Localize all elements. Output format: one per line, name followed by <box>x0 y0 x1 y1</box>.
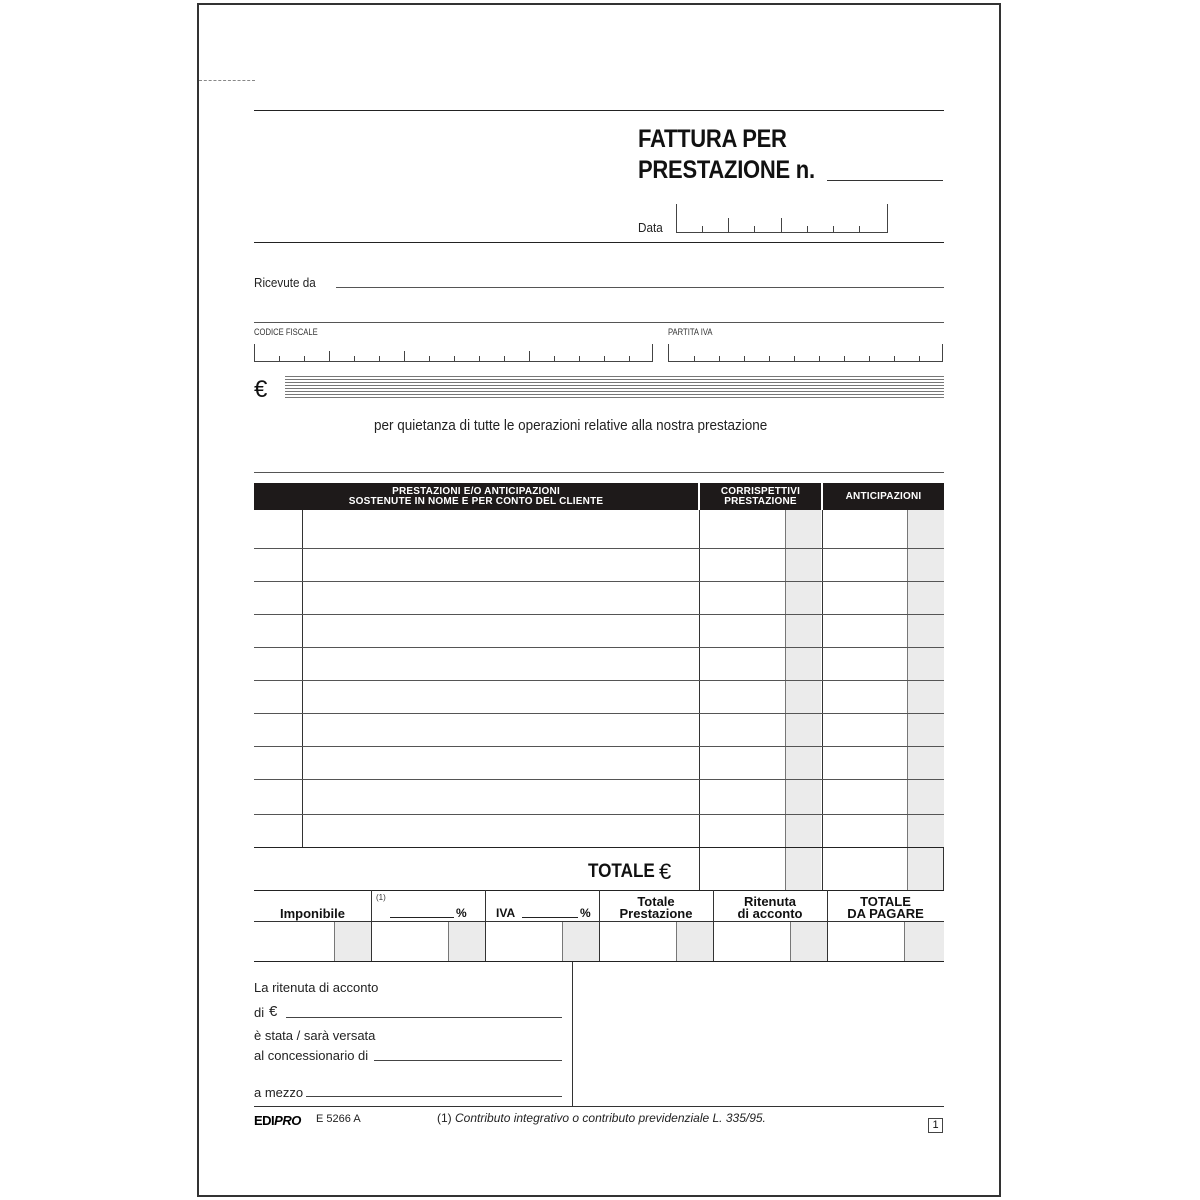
table-row[interactable] <box>254 746 944 747</box>
header-text: Imponibile <box>280 906 345 921</box>
total-label: TOTALE <box>588 861 655 882</box>
tick <box>769 356 770 361</box>
taxable-cents-cell[interactable] <box>335 922 371 961</box>
table-row[interactable] <box>254 581 944 582</box>
page-title <box>638 124 815 186</box>
footnote-marker: (1) <box>437 1111 452 1125</box>
tick <box>304 356 305 361</box>
header-text: di acconto <box>737 906 803 921</box>
tick <box>833 226 834 232</box>
column-divider <box>699 510 700 890</box>
tick <box>429 356 430 361</box>
header-text: Prestazione <box>619 906 693 921</box>
column-divider <box>790 922 791 961</box>
contribution-percent-field[interactable] <box>390 917 454 918</box>
tick <box>728 218 729 232</box>
table-row[interactable] <box>254 614 944 615</box>
header-text: PRESTAZIONI E/O ANTICIPAZIONI <box>392 485 560 497</box>
withholding-note-line5: a mezzo <box>254 1085 304 1100</box>
title-line-1: FATTURA PER <box>638 125 787 153</box>
percent-symbol: % <box>456 906 467 920</box>
contribution-cents-cell[interactable] <box>449 922 485 961</box>
amount-in-words-field[interactable] <box>285 376 944 400</box>
column-divider <box>562 922 563 961</box>
tick <box>744 356 745 361</box>
date-field[interactable] <box>676 204 888 233</box>
tick <box>807 226 808 232</box>
date-label: Data <box>638 220 663 235</box>
payment-method-field[interactable] <box>306 1096 562 1097</box>
header-text: DA PAGARE <box>847 906 924 921</box>
total-due-header <box>827 893 944 922</box>
total-due-cents-cell[interactable] <box>905 922 944 961</box>
percent-symbol: % <box>580 906 591 920</box>
column-divider <box>907 510 908 890</box>
section-rule <box>254 472 944 473</box>
tick <box>919 356 920 361</box>
table-row[interactable] <box>254 814 944 815</box>
column-divider <box>904 922 905 961</box>
advances-cents-column <box>907 510 944 890</box>
tick <box>604 356 605 361</box>
vat-number-field[interactable] <box>668 344 943 362</box>
column-header-fees <box>700 483 821 510</box>
withholding-amount-field[interactable] <box>286 1017 562 1018</box>
tick <box>694 356 695 361</box>
header-text: TOTALE <box>860 894 911 909</box>
column-divider <box>943 847 944 890</box>
perforation-mark <box>199 80 255 81</box>
vat-label: IVA <box>496 906 516 920</box>
column-divider <box>448 922 449 961</box>
tick <box>794 356 795 361</box>
tick <box>894 356 895 361</box>
table-row[interactable] <box>254 779 944 780</box>
column-divider <box>302 510 303 847</box>
vat-cents-cell[interactable] <box>563 922 599 961</box>
tick <box>404 351 405 361</box>
tick <box>354 356 355 361</box>
header-text: SOSTENUTE IN NOME E PER CONTO DEL CLIENTE <box>348 495 604 507</box>
header-rule <box>254 242 944 243</box>
brand-bold: EDI <box>254 1113 275 1128</box>
column-header-description <box>254 483 698 510</box>
tick <box>454 356 455 361</box>
header-text: Totale <box>637 894 675 909</box>
column-divider <box>371 890 372 961</box>
tick <box>781 218 782 232</box>
tick <box>869 356 870 361</box>
footer-rule <box>254 1106 944 1107</box>
total-service-cents-cell[interactable] <box>677 922 713 961</box>
euro-icon: € <box>254 376 268 403</box>
header-text: PRESTAZIONE <box>724 495 797 507</box>
vat-percent-field[interactable] <box>522 917 578 918</box>
product-code: E 5266 A <box>316 1113 361 1125</box>
received-from-label: Ricevute da <box>254 275 316 290</box>
title-line-2: PRESTAZIONE n. <box>638 156 815 184</box>
column-divider <box>785 510 786 890</box>
tick <box>504 356 505 361</box>
tick <box>529 351 530 361</box>
column-divider <box>676 922 677 961</box>
column-divider <box>334 922 335 961</box>
withholding-header <box>713 893 827 922</box>
table-row[interactable] <box>254 713 944 714</box>
withholding-note-prefix: di <box>254 1005 265 1020</box>
receipt-text: per quietanza di tutte le operazioni relative alla nostra prestazione <box>374 417 768 434</box>
vat-number-label: PARTITA IVA <box>668 327 713 337</box>
tick <box>554 356 555 361</box>
withholding-note-line4: al concessionario di <box>254 1048 369 1063</box>
top-rule <box>254 110 944 111</box>
column-divider <box>572 962 573 1106</box>
total-service-header <box>599 893 713 922</box>
table-row[interactable] <box>254 847 944 848</box>
withholding-note-line1: La ritenuta di acconto <box>254 980 379 995</box>
footnote-marker: (1) <box>376 893 386 902</box>
footnote <box>437 1111 766 1125</box>
header-text: ANTICIPAZIONI <box>845 490 922 502</box>
tick <box>479 356 480 361</box>
invoice-number-field[interactable] <box>827 180 943 181</box>
tick <box>819 356 820 361</box>
withholding-cents-cell[interactable] <box>791 922 827 961</box>
tick <box>719 356 720 361</box>
footnote-text: Contributo integrativo o contributo previdenziale L. 335/95. <box>455 1111 766 1125</box>
withholding-note-line3: è stata / sarà versata <box>254 1028 376 1043</box>
tick <box>579 356 580 361</box>
concessionaire-field[interactable] <box>374 1060 562 1061</box>
received-from-field[interactable] <box>336 287 944 288</box>
brand-logo <box>254 1113 301 1128</box>
page-number: 1 <box>928 1118 943 1133</box>
tick <box>702 226 703 232</box>
taxable-header <box>254 893 371 922</box>
column-divider <box>822 510 823 890</box>
tick <box>844 356 845 361</box>
euro-icon: € <box>659 859 672 884</box>
tick <box>379 356 380 361</box>
tick <box>754 226 755 232</box>
tick <box>629 356 630 361</box>
tick <box>859 226 860 232</box>
brand-italic: PRO <box>274 1113 301 1128</box>
table-row[interactable] <box>254 680 944 681</box>
received-from-field-line2[interactable] <box>254 322 944 323</box>
table-row[interactable] <box>254 548 944 549</box>
tick <box>279 356 280 361</box>
header-text: Ritenuta <box>744 894 796 909</box>
tick <box>329 351 330 361</box>
table-row[interactable] <box>254 647 944 648</box>
column-header-advances <box>823 483 944 510</box>
tax-code-label: CODICE FISCALE <box>254 327 318 337</box>
header-text: CORRISPETTIVI <box>720 485 801 497</box>
column-divider <box>485 890 486 961</box>
tax-code-field[interactable] <box>254 344 653 362</box>
euro-icon: € <box>269 1003 278 1020</box>
summary-bottom-rule <box>254 961 944 962</box>
fees-cents-column <box>785 510 821 890</box>
